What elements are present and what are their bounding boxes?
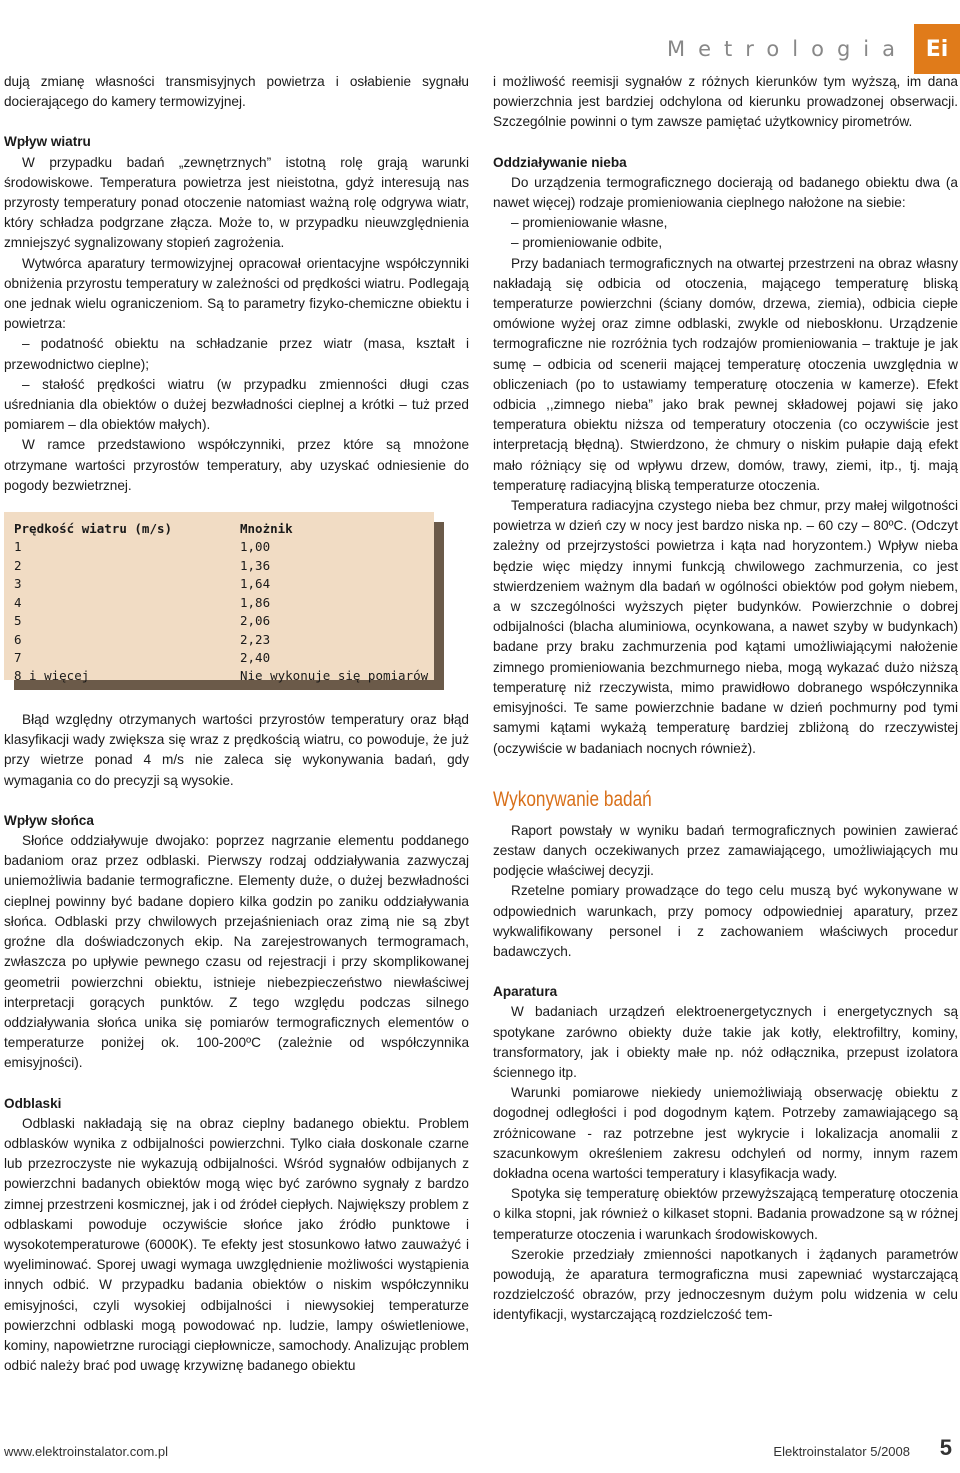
header-multiplier: Mnożnik [240,521,293,537]
cell-speed: 6 [14,631,22,647]
table-box [4,512,434,684]
paragraph: Temperatura radiacyjna czystego nieba bez chmur, przy małej wilgotności powietrza w dzień czy w nocy jest bardzo niska np. – 60 czy – 80ºC. (Odczyt zależny od przejrzystości powietrza i kąta nad horyzontem.) Wpływ nieba będzie więc między innymi funkcją chwilowego zachmurzenia, co jest stwierdzeniem ważnym dla badań w ogólności obiektów pod gołym niebem, a w szczególności wyższych pięter budynków. Powierzchnie o dobrej odbijalności (blacha aluminiowa, ocynkowana, a nawet szyby w budynkach) badane przy braku zachmurzenia pod kątami umożliwiającymi nałożenie zimnego promieniowania bezchmurnego nieba, mogą wykazać dużo niższą temperaturę niż rzeczywista, mimo prawidłowo dobranego współczynnika emisyjności. Te same powierzchnie badane w dzień pochmurny pod tymi samymi kątami wykażą temperaturę bardziej zbliżoną do rzeczywistej (oczywiście w badaniach nocnych również). [493,498,958,756]
table-row [4,612,434,630]
cell-speed: 5 [14,613,22,629]
cell-speed: 4 [14,594,22,610]
table-row [4,649,434,667]
table-row [4,667,434,685]
cell-multiplier: 1,36 [240,557,271,573]
magazine-badge: Ei [914,24,960,74]
paragraph: Warunki pomiarowe niekiedy uniemożliwiają obserwację obiektu z dogodnej odległości i pod dogodnym kątem. Potrzeby zamawiającego są zróżnicowane - raz potrzebne jest wykrycie i lokalizacja anomalii z szacunkowym określeniem zakresu odchyleń od normy, innym razem dokładna ocena wartości temperatury i klasyfikacja wady. [493,1085,958,1181]
page-number: 5 [939,1435,952,1460]
heading-wind: Wpływ wiatru [4,134,91,150]
paragraph: W ramce przedstawiono współczynniki, przez które są mnożone otrzymane wartości przyrostów temperatury, aby uzyskać odniesienie do pogody bezwietrznej. [4,437,469,493]
table-row [4,631,434,649]
paragraph: Przy badaniach termograficznych na otwartej przestrzeni na obraz własny nakładają się odbicia od otoczenia, mającego temperaturę bliską temperaturze powierzchni (ściany domów, drzewa, ziemia), odbicia ciepłe omówione wyżej oraz zimne odblaski, zwykle od nieboskłonu. Urządzenie termograficzne nie rozróżnia tych rodzajów promieniowania – traktuje je jak sumę – odbicia od scenerii mającej temperaturę otoczenia uwzględnia w obliczeniach (po to ustawiamy temperaturę otoczenia w kamerze). Efekt odbicia ,,zimnego nieba” jako brak pewnej składowej pojawi się jako temperatura obiektu niższa od temperatury otoczenia (co oczywiście jest interpretacją błędną). Stwierdzono, że chmury o niskim pułapie dają efekt mało różniący się od wpływu drzew, domów, trawy, ziemi, itp., tj. mają temperaturę radiacyjną bliską temperaturze otoczenia. [493,255,958,493]
paragraph: Spotyka się temperaturę obiektów przewyższającą temperaturę otoczenia o kilka stopni, jak również o kilkaset stopni. Badania prowadzone są w różnej temperaturze otoczenia i warunkach środowiskowych. [493,1186,958,1242]
paragraph: Odblaski nakładają się na obraz cieplny badanego obiektu. Problem odblasków wynika z odbijalności powierzchni. Tylko ciała doskonale czarne lub przezroczyste nie wykazują odbijalności. Wśród sygnałów odbijanych z powierzchni badanych obiektów mogą więc być zarówno sygnały z bardzo zimnej przestrzeni kosmicznej, jak i od źródeł ciepłych. Największy problem z odblaskami powoduje oczywiście słońce jako źródło punktowe i wysokotemperaturowe (6000K). Te efekty jest stosunkowo łatwo zauważyć i wyeliminować. Sporej uwagi wymaga uwzględnienie możliwości wystąpienia innych odbić. W przypadku badania obiektów o niskim współczynniku emisyjności, czyli wysokiej odbijalności i niewysokiej temperaturze powierzchni odblaski mogą powodować np. ludzie, lampy oświetleniowe, kominy, napowietrzne rurociągi ciepłownicze, samochody. Analizując problem odbić należy brać pod uwagę krzywiznę badanego obiektu [4,1115,469,1374]
paragraph: W badaniach urządzeń elektroenergetycznych i energetycznych są spotykane zarówno obiekty duże takie jak kotły, elektrofiltry, kominy, transformatory, jak i obiekty małe np. nóż odłącznika, przepust izolatora ściennego itp. [493,1004,958,1080]
right-column [493,72,958,1326]
cell-multiplier: 1,00 [240,539,271,555]
paragraph: Szerokie przedziały zmienności napotkanych i żądanych parametrów powodują, że aparatura termograficzna musi zapewniać wystarczającą rozdzielczość obrazów, przy jednoczesnym dużym polu widzenia w celu identyfikacji, wystarczającą rozdzielczość tem- [493,1246,958,1323]
paragraph: Rzetelne pomiary prowadzące do tego celu muszą być wykonywane w odpowiednich warunkach, przy pomocy odpowiedniej aparatury, przez wykwalifikowany personel i z zachowaniem właściwych procedur badawczych. [493,883,958,959]
cell-multiplier: 1,64 [240,576,271,592]
list-item: – podatność obiektu na schładzanie przez wiatr (masa, kształt i przewodnictwo cieplne); [4,336,469,372]
footer-magazine-issue: Elektroinstalator 5/2008 [773,1444,910,1459]
wind-multiplier-table [4,512,444,690]
paragraph: Do urządzenia termograficznego docierają od badanego obiektu dwa (a nawet więcej) rodzaje promieniowania cieplnego nałożone na siebie: [493,174,958,211]
list-item: – promieniowanie odbite, [511,235,663,251]
paragraph: dują zmianę własności transmisyjnych powietrza i osłabienie sygnału docierającego do kamery termowizyjnej. [4,74,469,110]
table-header-row [4,520,434,538]
paragraph: Wytwórca aparatury termowizyjnej opracował orientacyjne współczynniki obniżenia przyrostu temperatury w zależności od prędkości wiatru. Podlegają one jednak wielu ograniczeniom. Są to parametry fizyko-chemiczne obiektu i powietrza: [4,255,469,332]
heading-equipment: Aparatura [493,984,558,1000]
paragraph: W przypadku badań „zewnętrznych” istotną rolę grają warunki środowiskowe. Temperatura powietrza jest nieistotna, gdyż interesują nas przyrosty temperatury ponad otoczenie natomiast ważną rolę odgrywa wiatr, który schładza podgrzane złącza. Może to, w przypadku nieuwzględnienia zmniejszyć sygnalizowany stopień zagrożenia. [4,154,469,251]
table-row [4,594,434,612]
cell-multiplier: Nie wykonuje się pomiarów [240,668,429,684]
list-item: – promieniowanie własne, [511,215,668,231]
section-title: Metrologia [666,37,908,61]
page-header [667,24,960,74]
table-row [4,538,434,556]
section-heading-execution: Wykonywanie badań [493,787,652,811]
heading-sun: Wpływ słońca [4,812,94,828]
cell-speed: 8 i więcej [14,668,90,684]
cell-multiplier: 1,86 [240,594,271,610]
cell-multiplier: 2,40 [240,649,271,665]
header-wind-speed: Prędkość wiatru (m/s) [14,521,173,537]
cell-speed: 2 [14,557,22,573]
table-row [4,557,434,575]
cell-multiplier: 2,06 [240,613,271,629]
cell-speed: 7 [14,649,22,665]
list-item: – stałość prędkości wiatru (w przypadku zmienności długi czas uśredniania dla obiektów o dużej bezwładności cieplnej a krótki – tuż przed pomiarem – dla obiektów małych). [4,376,469,433]
paragraph: Raport powstały w wyniku badań termograficznych powinien zawierać zestaw danych oczekiwanych przez zamawiającego, umożliwiających mu podjęcie właściwej decyzji. [493,822,958,879]
paragraph: i możliwość reemisji sygnałów z różnych kierunków tym wyższą, im dana powierzchnia jest bardziej odchylona od kierunku prowadzonej obserwacji. Szczególnie powinni o tym zawsze pamiętać użytkownicy pirometrów. [493,74,958,130]
heading-reflections: Odblaski [4,1095,62,1111]
paragraph: Błąd względny otrzymanych wartości przyrostów temperatury oraz błąd klasyfikacji wady zwiększa się wraz z prędkością wiatru, co powoduje, że już przy wietrze ponad 4 m/s nie zaleca się wykonywania badań, gdy wymagania co do precyzji są wysokie. [4,712,469,788]
table-row [4,575,434,593]
footer-website: www.elektroinstalator.com.pl [4,1444,169,1459]
cell-speed: 1 [14,539,22,555]
cell-multiplier: 2,23 [240,631,271,647]
left-column [4,72,469,1376]
heading-sky: Oddziaływanie nieba [493,154,627,170]
paragraph: Słońce oddziaływuje dwojako: poprzez nagrzanie elementu poddanego badaniom oraz przez odblaski. Pierwszy rodzaj oddziaływania zazwyczaj uniemożliwia badanie termograficzne. Elementy duże, o dużej bezwładności cieplnej powinny być badane dopiero kilka godzin po zaniku oddziaływania słońca. Odblaski przy chwilowych przejaśnieniach oraz zimą nie są zbyt groźne dla doświadczonych ekip. Na zarejestrowanych termogramach, zwłaszcza po upływie pewnego czasu od rejestracji i przy skomplikowanej geometrii powierzchni obiektu, istnieje niebezpieczeństwo niewłaściwej interpretacji gorących punktów. Z tego względu podczas silnego oddziaływania słońca unika się pomiarów termograficznych elementów o temperaturze poniżej ok. 100-200ºC (zależnie od współczynnika emisyjności). [4,833,469,1071]
cell-speed: 3 [14,576,22,592]
